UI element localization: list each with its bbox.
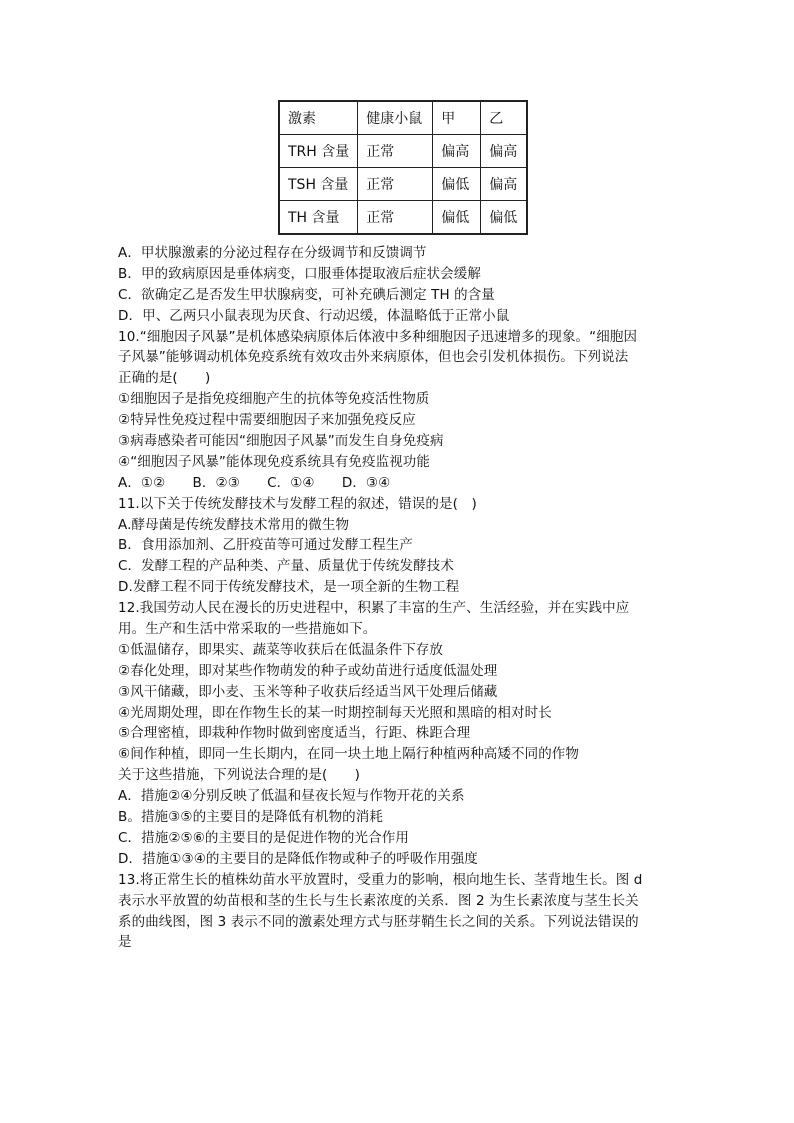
table-cell: TSH 含量 (279, 168, 358, 201)
question-content (118, 243, 666, 953)
q12-stem-line: 用。生产和生活中常采取的一些措施如下。 (118, 621, 377, 638)
table-header-cell: 健康小鼠 (358, 101, 433, 135)
table-cell: 正常 (358, 135, 433, 168)
table-cell: 偏低 (481, 201, 528, 235)
q12-option-d: D．措施①③④的主要目的是降低作物或种子的呼吸作用强度 (118, 850, 478, 867)
table-header-cell: 乙 (481, 101, 528, 135)
q12-measure: ⑤合理密植，即栽种作物时做到密度适当，行距、株距合理 (118, 725, 471, 742)
q10-choices: A．①② B．②③ C．①④ D．③④ (118, 474, 391, 491)
table-row (279, 201, 527, 235)
q11-option-a: A.酵母菌是传统发酵技术常用的微生物 (118, 516, 350, 533)
table-row (279, 168, 527, 201)
table-row (279, 135, 527, 168)
table-header-cell: 甲 (433, 101, 481, 135)
table-header-row (279, 101, 527, 135)
q12-option-b: B。措施③⑤的主要目的是降低有机物的消耗 (118, 809, 383, 826)
q13-stem-line: 是 (118, 934, 132, 951)
q12-measure: ⑥间作种植，即同一生长期内，在同一块土地上隔行种植两种高矮不同的作物 (118, 746, 580, 763)
table-cell: 偏高 (433, 135, 481, 168)
q9-option-b: B．甲的致病原因是垂体病变，口服垂体提取液后症状会缓解 (118, 265, 481, 282)
q12-measure: ①低温储存，即果实、蔬菜等收获后在低温条件下存放 (118, 641, 444, 658)
q10-stem-line: 正确的是( ) (118, 370, 211, 387)
q13-stem-line: 系的曲线图，图 3 表示不同的激素处理方式与胚芽鞘生长之间的关系。下列说法错误的 (118, 913, 639, 930)
table-cell: 偏高 (481, 135, 528, 168)
table-cell: 偏高 (481, 168, 528, 201)
q12-measure: ④光周期处理，即在作物生长的某一时期控制每天光照和黑暗的相对时长 (118, 704, 552, 721)
q10-stem-line: 10.“细胞因子风暴”是机体感染病原体后体液中多种细胞因子迅速增多的现象。“细胞因 (118, 328, 638, 345)
q10-statement: ②特异性免疫过程中需要细胞因子来加强免疫反应 (118, 412, 416, 429)
q9-option-a: A．甲状腺激素的分泌过程存在分级调节和反馈调节 (118, 245, 427, 261)
table-cell: 偏低 (433, 201, 481, 235)
q9-option-c: C．欲确定乙是否发生甲状腺病变，可补充碘后测定 TH 的含量 (118, 286, 495, 303)
table-cell: TRH 含量 (279, 135, 358, 168)
q12-question: 关于这些措施，下列说法合理的是( ) (118, 767, 360, 784)
table-cell: TH 含量 (279, 201, 358, 235)
q10-statement: ①细胞因子是指免疫细胞产生的抗体等免疫活性物质 (118, 391, 430, 408)
table-cell: 正常 (358, 201, 433, 235)
table-header-cell: 激素 (279, 101, 358, 135)
q12-measure: ③风干储藏，即小麦、玉米等种子收获后经适当风干处理后储藏 (118, 683, 498, 700)
q13-stem-line: 表示水平放置的幼苗根和茎的生长与生长素浓度的关系．图 2 为生长素浓度与茎生长关 (118, 892, 639, 909)
q10-statement: ③病毒感染者可能因“细胞因子风暴”而发生自身免疫病 (118, 433, 444, 450)
q11-option-b: B．食用添加剂、乙肝疫苗等可通过发酵工程生产 (118, 537, 413, 554)
q11-option-c: C．发酵工程的产品种类、产量、质量优于传统发酵技术 (118, 558, 454, 575)
q11-option-d: D.发酵工程不同于传统发酵技术，是一项全新的生物工程 (118, 579, 460, 596)
q10-stem-line: 子风暴”能够调动机体免疫系统有效攻击外来病原体，但也会引发机体损伤。下列说法 (118, 349, 629, 366)
table-cell: 偏低 (433, 168, 481, 201)
q12-measure: ②春化处理，即对某些作物萌发的种子或幼苗进行适度低温处理 (118, 662, 498, 679)
q12-option-c: C．措施②⑤⑥的主要目的是促进作物的光合作用 (118, 829, 409, 846)
q12-stem-line: 12.我国劳动人民在漫长的历史进程中，积累了丰富的生产、生活经验，并在实践中应 (118, 600, 630, 617)
q9-option-d: D．甲、乙两只小鼠表现为厌食、行动迟缓，体温略低于正常小鼠 (118, 307, 510, 324)
q13-stem-line: 13.将正常生长的植株幼苗水平放置时，受重力的影响，根向地生长、茎背地生长。图 d (118, 871, 643, 888)
hormone-table (278, 100, 528, 235)
q11-stem: 11.以下关于传统发酵技术与发酵工程的叙述，错误的是( ) (118, 495, 477, 512)
q12-option-a: A．措施②④分别反映了低温和昼夜长短与作物开花的关系 (118, 788, 465, 805)
table-cell: 正常 (358, 168, 433, 201)
q10-statement: ④“细胞因子风暴”能体现免疫系统具有免疫监视功能 (118, 453, 430, 470)
